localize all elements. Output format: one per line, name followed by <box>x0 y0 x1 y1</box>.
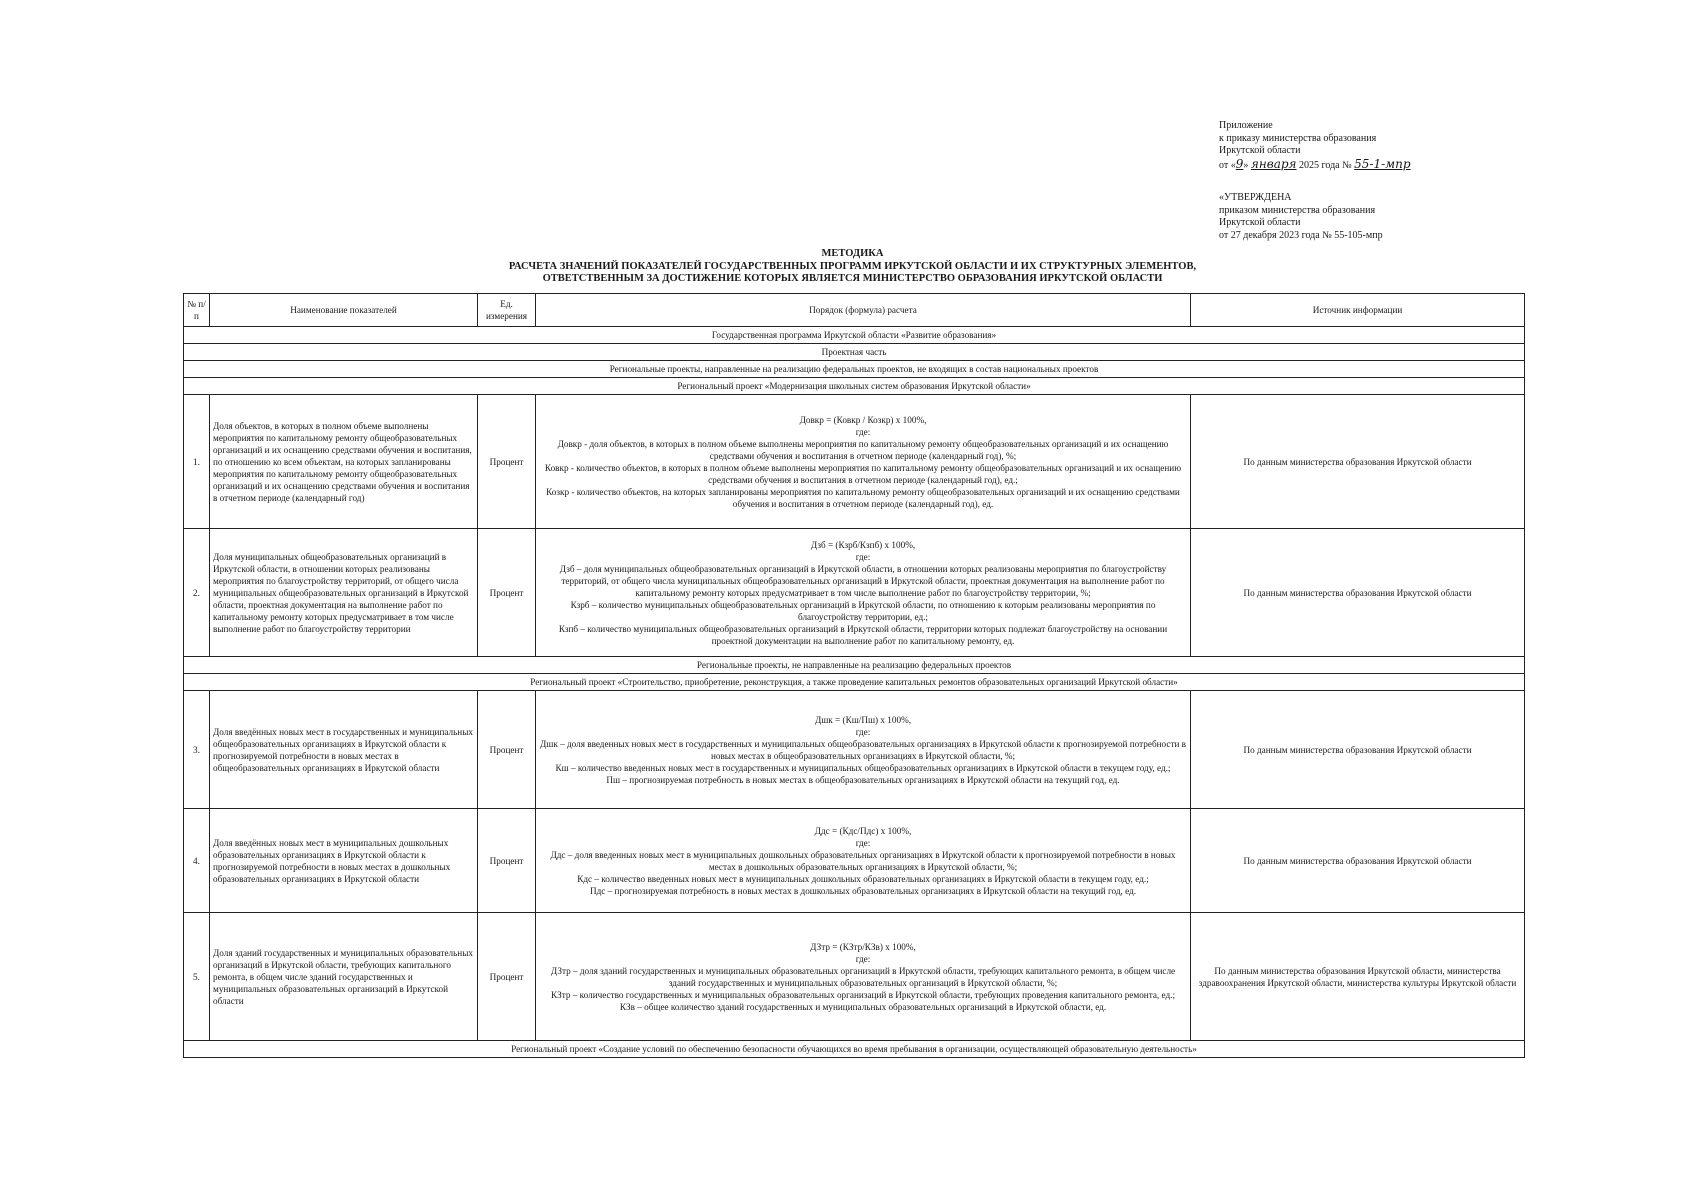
table-header-row <box>184 294 1525 327</box>
row-indicator-name: Доля введённых новых мест в муниципальных дошкольных образовательных организациях в Иркутской области к прогнозируемой потребности в новых местах в дошкольных образовательных организациях в Иркутской области <box>210 809 478 913</box>
formula-term: Кзпб – количество муниципальных общеобразовательных организаций в Иркутской области, территории которых подлежат благоустройству на основании проектной документации на выполнение работ по капитальному ремонту, ед. <box>558 623 1168 646</box>
formula-where: где: <box>855 426 871 437</box>
row-unit: Процент <box>478 913 536 1041</box>
row-num: 4. <box>184 809 210 913</box>
header-source: Источник информации <box>1191 294 1525 327</box>
formula-where: где: <box>855 953 871 964</box>
row-source: По данным министерства образования Иркутской области <box>1191 395 1525 529</box>
row-indicator-name: Доля зданий государственных и муниципальных образовательных организаций в Иркутской области, требующих капитального ремонта, в общем числе зданий государственных и муниципальных образовательных организаций в Иркутской области <box>210 913 478 1041</box>
row-formula <box>536 395 1191 529</box>
header-formula: Порядок (формула) расчета <box>536 294 1191 327</box>
annex-date-number: 55-1-мпр <box>1354 156 1411 171</box>
row-num: 3. <box>184 691 210 809</box>
formula-term: Кш – количество введенных новых мест в государственных и муниципальных общеобразовательных организациях в Иркутской области в текущем году, ед.; <box>555 762 1171 773</box>
annex-date-line <box>1219 158 1519 173</box>
section-row <box>184 674 1525 691</box>
formula-term: КЗв – общее количество зданий государственных и муниципальных образовательных организаций в Иркутской области, ед. <box>619 1001 1107 1012</box>
formula-term: Ковкр - количество объектов, в которых в полном объеме выполнены мероприятия по капитальному ремонту общеобразовательных организаций и их оснащению средствами обучения и воспитания в отчетном периоде (календарный год), ед.; <box>544 462 1182 485</box>
formula-expression: Дшк = (Кш/Пш) x 100%, <box>814 714 912 725</box>
approved-line-2: приказом министерства образования <box>1219 204 1376 216</box>
section-regional-nonfederal: Региональные проекты, не направленные на реализацию федеральных проектов <box>184 657 1525 674</box>
formula-term: ДЗтр – доля зданий государственных и муниципальных образовательных организаций в Иркутской области, требующих капитального ремонта, в общем числе зданий государственных и муниципальных образовательных организаций в Иркутской области, %; <box>550 965 1176 988</box>
section-row <box>184 657 1525 674</box>
row-source: По данным министерства образования Иркутской области, министерства здравоохранения Иркутской области, министерства культуры Иркутской области <box>1191 913 1525 1041</box>
formula-where: где: <box>855 726 871 737</box>
annex-line-1: Приложение <box>1219 120 1273 131</box>
annex-block <box>1219 120 1519 242</box>
section-row <box>184 1041 1525 1058</box>
formula-term: Дшк – доля введенных новых мест в государственных и муниципальных общеобразовательных организациях в Иркутской области к прогнозируемой потребности в новых местах в общеобразовательных организациях в Иркутской области, %; <box>539 738 1187 761</box>
formula-term: КЗтр – количество государственных и муниципальных образовательных организаций в Иркутской области, требующих проведения капитального ремонта, ед.; <box>551 989 1175 1000</box>
row-formula <box>536 529 1191 657</box>
formula-where: где: <box>855 551 871 562</box>
formula-term: Довкр - доля объектов, в которых в полном объеме выполнены мероприятия по капитальному ремонту общеобразовательных организаций и их оснащению средствами обучения и воспитания в отчетном периоде (календарный год), %; <box>557 438 1169 461</box>
row-num: 2. <box>184 529 210 657</box>
formula-term: Пдс – прогнозируемая потребность в новых местах в дошкольных образовательных организациях в Иркутской области на текущий год, ед. <box>589 885 1137 896</box>
approved-block <box>1219 192 1519 242</box>
annex-date-month: января <box>1250 156 1297 171</box>
row-formula <box>536 809 1191 913</box>
formula-expression: Довкр = (Ковкр / Козкр) x 100%, <box>799 414 927 425</box>
annex-date-year: 2025 года № <box>1299 159 1352 171</box>
annex-line-3: Иркутской области <box>1219 145 1301 156</box>
table-row <box>184 913 1525 1041</box>
table-row <box>184 529 1525 657</box>
formula-term: Ддс – доля введенных новых мест в муниципальных дошкольных образовательных организациях в Иркутской области к прогнозируемой потребности в новых местах в дошкольных образовательных организациях в Иркутской области, %; <box>550 849 1176 872</box>
approved-line-3: Иркутской области <box>1219 217 1301 228</box>
section-program: Государственная программа Иркутской области «Развитие образования» <box>184 327 1525 344</box>
section-modernization: Региональный проект «Модернизация школьных систем образования Иркутской области» <box>184 378 1525 395</box>
formula-expression: Дзб = (Кзрб/Кзпб) x 100%, <box>810 539 916 550</box>
title-line-2: РАСЧЕТА ЗНАЧЕНИЙ ПОКАЗАТЕЛЕЙ ГОСУДАРСТВЕННЫХ ПРОГРАММ ИРКУТСКОЙ ОБЛАСТИ И ИХ СТРУКТУРНЫХ ЭЛЕМЕНТОВ, <box>508 260 1197 272</box>
row-unit: Процент <box>478 691 536 809</box>
methodology-table <box>183 293 1525 1058</box>
row-formula <box>536 691 1191 809</box>
section-row <box>184 327 1525 344</box>
header-unit: Ед. измерения <box>478 294 536 327</box>
section-construction: Региональный проект «Строительство, приобретение, реконструкция, а также проведение капитальных ремонтов образовательных организаций Иркутской области» <box>184 674 1525 691</box>
approved-line-1: «УТВЕРЖДЕНА <box>1219 192 1292 203</box>
row-indicator-name: Доля введённых новых мест в государственных и муниципальных общеобразовательных организациях в Иркутской области к прогнозируемой потребности в новых местах в общеобразовательных организациях в Иркутской области <box>210 691 478 809</box>
row-unit: Процент <box>478 395 536 529</box>
row-source: По данным министерства образования Иркутской области <box>1191 809 1525 913</box>
formula-term: Пш – прогнозируемая потребность в новых местах в общеобразовательных организациях в Иркутской области на текущий год, ед. <box>606 774 1120 785</box>
annex-date-mid: » <box>1243 159 1249 171</box>
table-row <box>184 809 1525 913</box>
row-indicator-name: Доля объектов, в которых в полном объеме выполнены мероприятия по капитальному ремонту общеобразовательных организаций и их оснащению средствами обучения и воспитания, по отношению ко всем объектам, на которых запланированы мероприятия по капитальному ремонту общеобразовательных организаций и их оснащению средствами обучения и воспитания в отчетном периоде (календарный год) <box>210 395 478 529</box>
row-indicator-name: Доля муниципальных общеобразовательных организаций в Иркутской области, в отношении которых реализованы мероприятия по благоустройству территорий, от общего числа муниципальных общеобразовательных организаций в Иркутской области, проектная документация на выполнение работ по капитальному ремонту которых предусматривает в том числе выполнение работ по благоустройству территории <box>210 529 478 657</box>
section-row <box>184 344 1525 361</box>
formula-term: Дзб – доля муниципальных общеобразовательных организаций в Иркутской области, в отношении которых реализованы мероприятия по благоустройству территорий, от общего числа муниципальных общеобразовательных организаций в Иркутской области, проектная документация на выполнение работ по капитальному ремонту которых предусматривает в том числе выполнение работ по благоустройству территории, %; <box>559 563 1167 598</box>
section-safety: Региональный проект «Создание условий по обеспечению безопасности обучающихся во время пребывания в организации, осуществляющей образовательную деятельность» <box>184 1041 1525 1058</box>
document-title <box>180 248 1525 286</box>
approved-line-4: от 27 декабря 2023 года № 55-105-мпр <box>1219 229 1383 241</box>
header-num: № п/п <box>184 294 210 327</box>
formula-term: Кзрб – количество муниципальных общеобразовательных организаций в Иркутской области, по отношению к которым реализованы мероприятия по благоустройству территории, ед.; <box>570 599 1156 622</box>
formula-term: Кдс – количество введенных новых мест в муниципальных дошкольных образовательных организациях в Иркутской области в текущем году, ед.; <box>577 873 1149 884</box>
formula-where: где: <box>855 837 871 848</box>
row-source: По данным министерства образования Иркутской области <box>1191 529 1525 657</box>
annex-date-day: 9 <box>1235 156 1244 171</box>
row-num: 5. <box>184 913 210 1041</box>
annex-line-2: к приказу министерства образования <box>1219 132 1377 144</box>
table-row <box>184 691 1525 809</box>
row-source: По данным министерства образования Иркутской области <box>1191 691 1525 809</box>
formula-expression: Ддс = (Кдс/Пдс) x 100%, <box>814 825 912 836</box>
section-row <box>184 361 1525 378</box>
annex-date-prefix: от « <box>1219 159 1236 171</box>
header-name: Наименование показателей <box>210 294 478 327</box>
row-num: 1. <box>184 395 210 529</box>
row-unit: Процент <box>478 809 536 913</box>
title-line-3: ОТВЕТСТВЕННЫМ ЗА ДОСТИЖЕНИЕ КОТОРЫХ ЯВЛЯЕТСЯ МИНИСТЕРСТВО ОБРАЗОВАНИЯ ИРКУТСКОЙ ОБЛАСТИ <box>542 273 1163 284</box>
row-unit: Процент <box>478 529 536 657</box>
formula-term: Козкр - количество объектов, на которых запланированы мероприятия по капитальному ремонту общеобразовательных организаций и их оснащению средствами обучения и воспитания в отчетном периоде (календарный год), ед. <box>546 486 1180 509</box>
row-formula <box>536 913 1191 1041</box>
section-row <box>184 378 1525 395</box>
title-line-1: МЕТОДИКА <box>821 248 884 259</box>
formula-expression: ДЗтр = (КЗтр/КЗв) x 100%, <box>810 941 916 952</box>
section-project-part: Проектная часть <box>184 344 1525 361</box>
section-regional-federal: Региональные проекты, направленные на реализацию федеральных проектов, не входящих в состав национальных проектов <box>184 361 1525 378</box>
table-row <box>184 395 1525 529</box>
